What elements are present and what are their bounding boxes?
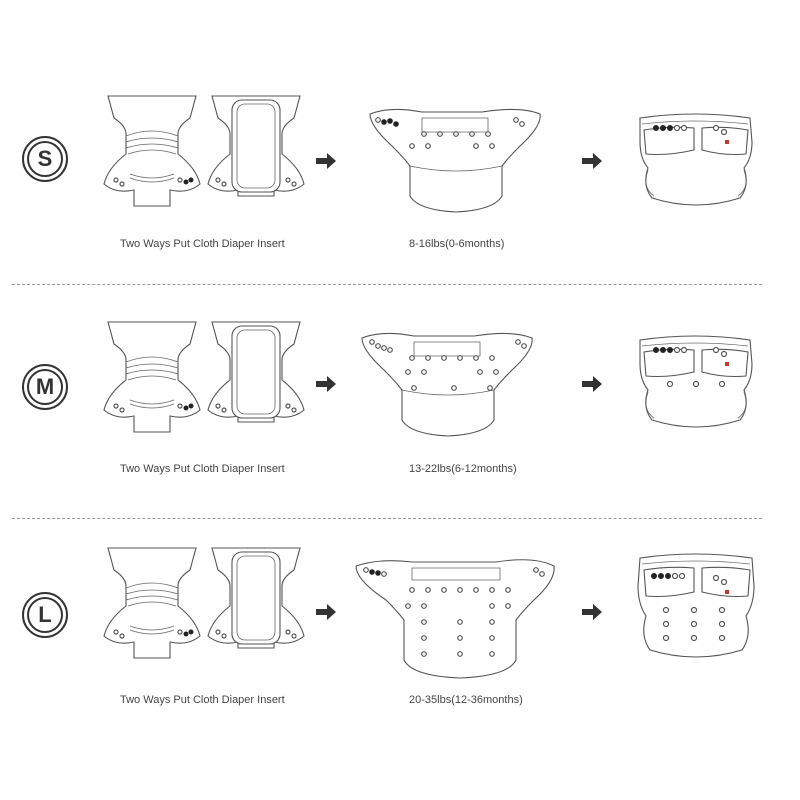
diaper-fastened-icon xyxy=(640,336,752,427)
diaper-fastened-icon xyxy=(640,114,752,205)
diaper-open-icon xyxy=(356,560,554,678)
insert-pocket-diagram xyxy=(104,322,200,432)
insert-open-diagram xyxy=(208,322,304,422)
insert-pocket-diagram xyxy=(104,96,200,206)
insert-caption: Two Ways Put Cloth Diaper Insert xyxy=(120,463,285,475)
weight-caption: 8-16lbs(0-6months) xyxy=(409,238,505,250)
size-letter: S xyxy=(27,141,63,177)
arrow-right-icon xyxy=(316,604,336,620)
arrow-right-icon xyxy=(316,153,336,169)
insert-caption: Two Ways Put Cloth Diaper Insert xyxy=(120,238,285,250)
arrow-right-icon xyxy=(582,604,602,620)
weight-caption: 13-22lbs(6-12months) xyxy=(409,463,517,475)
weight-caption: 20-35lbs(12-36months) xyxy=(409,694,523,706)
diaper-open-icon xyxy=(370,109,540,212)
insert-open-diagram xyxy=(208,96,304,196)
arrow-right-icon xyxy=(582,153,602,169)
diaper-fastened-icon xyxy=(638,554,754,657)
insert-open-diagram xyxy=(208,548,304,648)
arrow-right-icon xyxy=(582,376,602,392)
diaper-open-icon xyxy=(362,333,532,436)
size-letter: M xyxy=(27,369,63,405)
size-letter: L xyxy=(27,597,63,633)
insert-pocket-diagram xyxy=(104,548,200,658)
arrow-right-icon xyxy=(316,376,336,392)
insert-caption: Two Ways Put Cloth Diaper Insert xyxy=(120,694,285,706)
